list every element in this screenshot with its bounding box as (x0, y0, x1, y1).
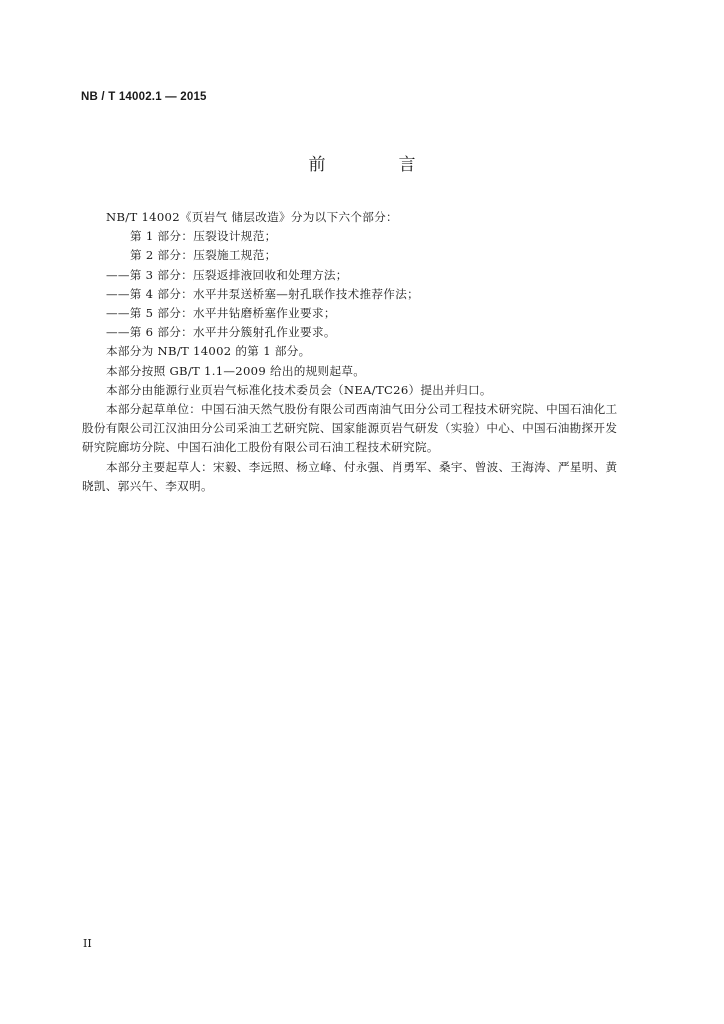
drafting-rule-statement: 本部分按照 GB/T 1.1—2009 给出的规则起草。 (106, 363, 366, 378)
part-2-item: 第 2 部分：压裂施工规范； (130, 248, 277, 263)
part-6-item: ——第 6 部分：水平井分簇射孔作业要求。 (106, 325, 336, 340)
standard-code-header: NB / T 14002.1 — 2015 (81, 91, 207, 103)
part-1-item: 第 1 部分：压裂设计规范； (130, 229, 277, 244)
drafting-units-line-1: 本部分起草单位：中国石油天然气股份有限公司西南油气田分公司工程技术研究院、中国石油化工 (106, 402, 618, 417)
page-number: II (83, 937, 92, 950)
drafters-line-2: 晓凯、郭兴午、李双明。 (82, 478, 213, 493)
proposer-statement: 本部分由能源行业页岩气标准化技术委员会（NEA/TC26）提出并归口。 (106, 382, 492, 397)
drafting-units-line-3: 研究院廊坊分院、中国石油化工股份有限公司石油工程技术研究院。 (82, 440, 439, 455)
drafters-line-1: 本部分主要起草人：宋毅、李远照、杨立峰、付永强、肖勇军、桑宇、曾波、王海涛、严星明、黄 (106, 459, 618, 474)
part-4-item: ——第 4 部分：水平井泵送桥塞—射孔联作技术推荐作法； (106, 286, 419, 301)
intro-line: NB/T 14002《页岩气 储层改造》分为以下六个部分： (106, 210, 398, 224)
drafting-units-line-2: 股份有限公司江汉油田分公司采油工艺研究院、国家能源页岩气研发（实验）中心、中国石油勘探开发 (82, 421, 618, 436)
part-statement: 本部分为 NB/T 14002 的第 1 部分。 (106, 344, 311, 359)
part-5-item: ——第 5 部分：水平井钻磨桥塞作业要求； (106, 306, 336, 321)
foreword-body (82, 208, 652, 496)
page-title: 前 言 (308, 155, 444, 175)
part-3-item: ——第 3 部分：压裂返排液回收和处理方法； (106, 267, 348, 282)
